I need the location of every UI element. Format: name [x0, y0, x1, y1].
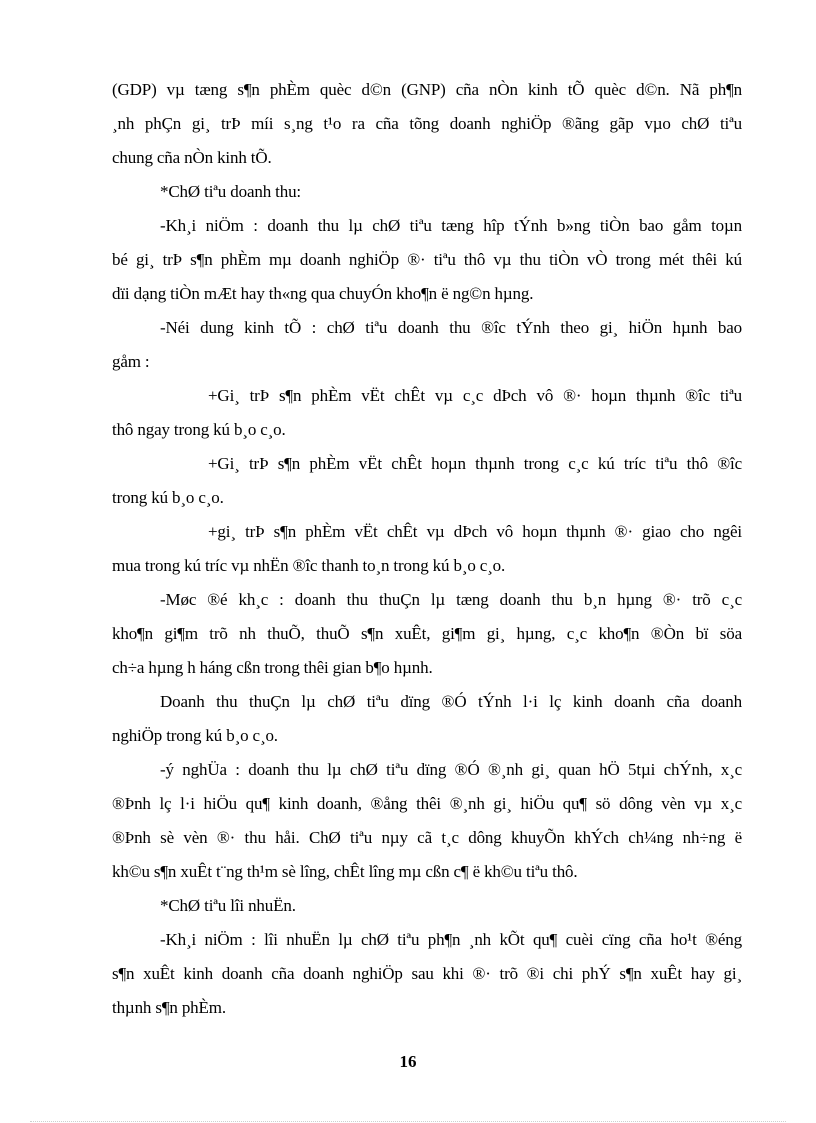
meaning-line-1: -ý nghÜa : doanh thu lµ chØ tiªu dïng ®Ó ®¸nh gi¸ quan hÖ 5tµi chÝnh, x¸c — [160, 760, 742, 779]
paragraph-gdp-line-1: (GDP) vµ tæng s¶n phÈm quèc d©n (GNP) cña nÒn kinh tÕ quèc d©n. Nã ph¶n — [112, 80, 742, 99]
meaning-line-4: kh©u s¶n xuÊt t¨ng th¹m sè lîng, chÊt lîng mµ cßn c¶ ë kh©u tiªu thô. — [112, 862, 578, 881]
economic-content-line-1: -Néi dung kinh tÕ : chØ tiªu doanh thu ®îc tÝnh theo gi¸ hiÖn hµnh bao — [160, 318, 742, 337]
net-revenue-line-2: nghiÖp trong kú b¸o c¸o. — [112, 726, 278, 745]
economic-content-line-2: gåm : — [112, 352, 150, 371]
concept-revenue-line-1: -Kh¸i niÖm : doanh thu lµ chØ tiªu tæng hîp tÝnh b»ng tiÒn bao gåm toµn — [160, 216, 742, 235]
concept-revenue-line-2: bé gi¸ trÞ s¶n phÈm mµ doanh nghiÖp ®· tiªu thô vµ thu tiÒn vÒ trong mét thêi kú — [112, 250, 742, 269]
page-number: 16 — [399, 1052, 417, 1071]
item-1-line-1: +Gi¸ trÞ s¶n phÈm vËt chÊt vµ c¸c dÞch vô ®· hoµn thµnh ®îc tiªu — [208, 386, 742, 405]
other-level-line-3: ch÷a hµng h háng cßn trong thêi gian b¶o hµnh. — [112, 658, 433, 677]
item-3-line-2: mua trong kú tríc vµ nhËn ®îc thanh to¸n trong kú b¸o c¸o. — [112, 556, 506, 575]
page-bottom-divider — [30, 1121, 786, 1122]
concept-profit-line-1: -Kh¸i niÖm : lîi nhuËn lµ chØ tiªu ph¶n ¸nh kÕt qu¶ cuèi cïng cña ho¹t ®éng — [160, 930, 742, 949]
concept-profit-line-3: thµnh s¶n phÈm. — [112, 998, 226, 1017]
other-level-line-1: -Møc ®é kh¸c : doanh thu thuÇn lµ tæng doanh thu b¸n hµng ®· trõ c¸c — [160, 590, 742, 609]
item-1-line-2: thô ngay trong kú b¸o c¸o. — [112, 420, 286, 439]
heading-revenue-indicator: *ChØ tiªu doanh thu: — [160, 182, 301, 201]
heading-profit-indicator: *ChØ tiªu lîi nhuËn. — [160, 896, 296, 915]
item-3-line-1: +gi¸ trÞ s¶n phÈm vËt chÊt vµ dÞch vô hoµn thµnh ®· giao cho ngêi — [208, 522, 742, 541]
concept-profit-line-2: s¶n xuÊt kinh doanh cña doanh nghiÖp sau khi ®· trõ ®i chi phÝ s¶n xuÊt hay gi¸ — [112, 964, 742, 983]
other-level-line-2: kho¶n gi¶m trõ nh thuÕ, thuÕ s¶n xuÊt, gi¶m gi¸ hµng, c¸c kho¶n ®Òn bï söa — [112, 624, 742, 643]
item-2-line-2: trong kú b¸o c¸o. — [112, 488, 224, 507]
concept-revenue-line-3: dïi dạng tiÒn mÆt hay th«ng qua chuyÓn kho¶n ë ng©n hµng. — [112, 284, 534, 303]
net-revenue-line-1: Doanh thu thuÇn lµ chØ tiªu dïng ®Ó tÝnh l·i lç kinh doanh cña doanh — [160, 692, 742, 711]
item-2-line-1: +Gi¸ trÞ s¶n phÈm vËt chÊt hoµn thµnh trong c¸c kú tríc tiªu thô ®îc — [208, 454, 742, 473]
paragraph-gdp-line-3: chung cña nÒn kinh tÕ. — [112, 148, 272, 167]
meaning-line-2: ®Þnh lç l·i hiÖu qu¶ kinh doanh, ®ång thêi ®¸nh gi¸ hiÖu qu¶ sö dông vèn vµ x¸c — [112, 794, 742, 813]
meaning-line-3: ®Þnh sè vèn ®· thu håi. ChØ tiªu nµy cã t¸c dông khuyÕn khÝch ch¼ng nh÷ng ë — [112, 828, 742, 847]
paragraph-gdp-line-2: ¸nh phÇn gi¸ trÞ míi s¸ng t¹o ra cña tõng doanh nghiÖp ®ãng gãp vµo chØ tiªu — [112, 114, 742, 133]
